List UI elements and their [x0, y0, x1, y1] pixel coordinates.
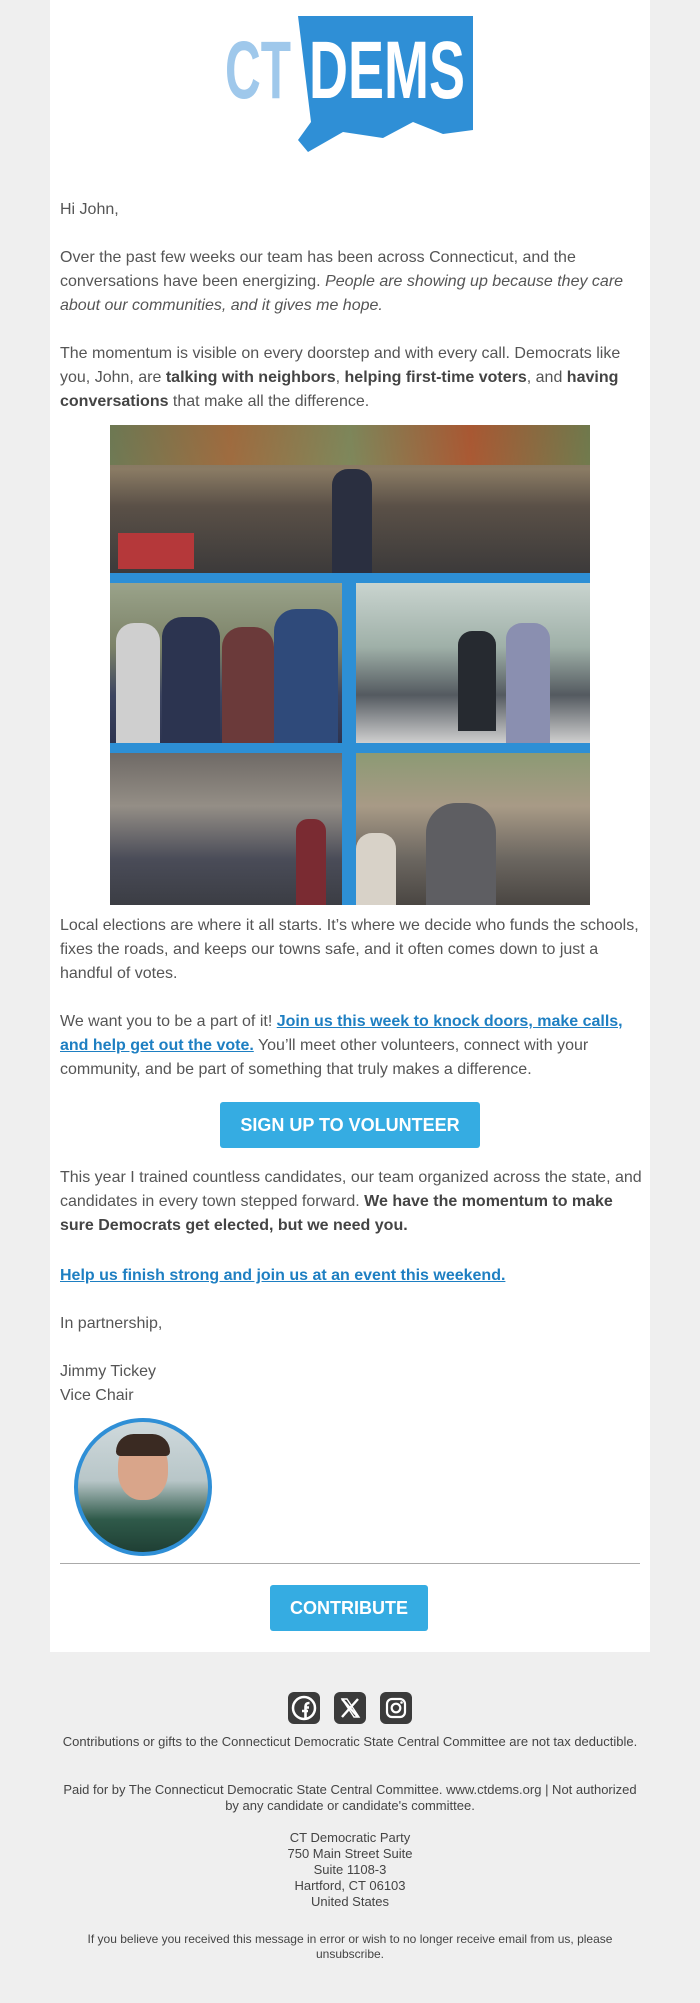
rally-crowd-photo [110, 425, 590, 573]
address-line: Hartford, CT 06103 [294, 1878, 406, 1893]
signer-name: Jimmy Tickey [60, 1363, 156, 1380]
unsubscribe-text[interactable]: If you believe you received this message in error or wish to no longer receive email from us, please unsubscribe. [87, 1932, 613, 1961]
logo-ct-text: CT [225, 25, 291, 116]
facebook-icon[interactable] [288, 1692, 320, 1724]
join-link[interactable]: Join us this week to knock doors, make calls, and help get out the vote. [60, 1013, 623, 1054]
mailing-address [60, 1830, 640, 1910]
x-icon[interactable] [334, 1692, 366, 1724]
meeting-photo [356, 583, 590, 743]
address-line: 750 Main Street Suite [287, 1846, 413, 1861]
group-photo [110, 583, 342, 743]
contribute-button[interactable]: CONTRIBUTE [270, 1585, 428, 1631]
closing: In partnership, [60, 1315, 163, 1332]
intro-text: Over the past few weeks our team has been across Connecticut, and the conversations have been energizing. [60, 249, 576, 290]
logo-dems-text: DEMS [309, 25, 465, 116]
event-link[interactable]: Help us finish strong and join us at an event this weekend. [60, 1267, 506, 1284]
address-line: Suite 1108-3 [313, 1862, 387, 1877]
momentum-bold-1: talking with neighbors [165, 369, 336, 386]
facebook-glyph [288, 1692, 320, 1724]
volunteer-button[interactable]: SIGN UP TO VOLUNTEER [220, 1102, 480, 1148]
signer-title: Vice Chair [60, 1387, 134, 1404]
town-gathering-photo [356, 753, 590, 905]
instagram-icon[interactable] [380, 1692, 412, 1724]
address-line: CT Democratic Party [289, 1830, 411, 1845]
paid-for-text: Paid for by The Connecticut Democratic State Central Committee. www.ctdems.org | Not authorized by any candidate or candidate's committee. [63, 1782, 637, 1813]
paragraph-momentum [60, 342, 642, 414]
momentum-text: The momentum is visible on every doorstep and with every call. Democrats like you, John, are [60, 345, 621, 386]
paragraph-momentum-2 [60, 1166, 642, 1238]
greeting: Hi John, [60, 201, 119, 218]
momentum-bold-2: helping first-time voters [344, 369, 527, 386]
divider [60, 1563, 640, 1564]
instagram-glyph [380, 1692, 412, 1724]
street-rally-photo [110, 753, 342, 905]
paragraph-event [60, 1264, 642, 1288]
momentum-bold-3: having conversations [60, 369, 619, 410]
x-glyph [334, 1692, 366, 1724]
email-card [50, 0, 650, 1652]
momentum-2-bold: We have the momentum to make sure Democrats get elected, but we need you. [60, 1193, 613, 1234]
avatar [74, 1418, 212, 1556]
photo-collage [110, 425, 590, 905]
intro-italic-text: People are showing up because they care about our communities, and it gives me hope. [60, 273, 624, 314]
paragraph-join [60, 1010, 642, 1082]
momentum-end-text: that make all the difference. [168, 393, 370, 410]
join-end-text: You’ll meet other volunteers, connect with your community, and be part of something that truly makes a difference. [60, 1037, 589, 1078]
paragraph-intro [60, 246, 642, 318]
ct-dems-logo[interactable] [223, 12, 483, 157]
momentum-2-text: This year I trained countless candidates, our team organized across the state, and candidates in every town stepped forward. [60, 1169, 642, 1210]
momentum-sep-2: , and [526, 369, 567, 386]
momentum-sep-1: , [335, 369, 345, 386]
address-line: United States [310, 1894, 390, 1909]
join-text: We want you to be a part of it! [60, 1013, 277, 1030]
paragraph-local-elections: Local elections are where it all starts. It’s where we decide who funds the schools, fixes the roads, and keeps our towns safe, and it often comes down to just a handful of votes. [60, 917, 639, 982]
tax-disclaimer: Contributions or gifts to the Connecticut Democratic State Central Committee are not tax deductible. [62, 1734, 638, 1749]
